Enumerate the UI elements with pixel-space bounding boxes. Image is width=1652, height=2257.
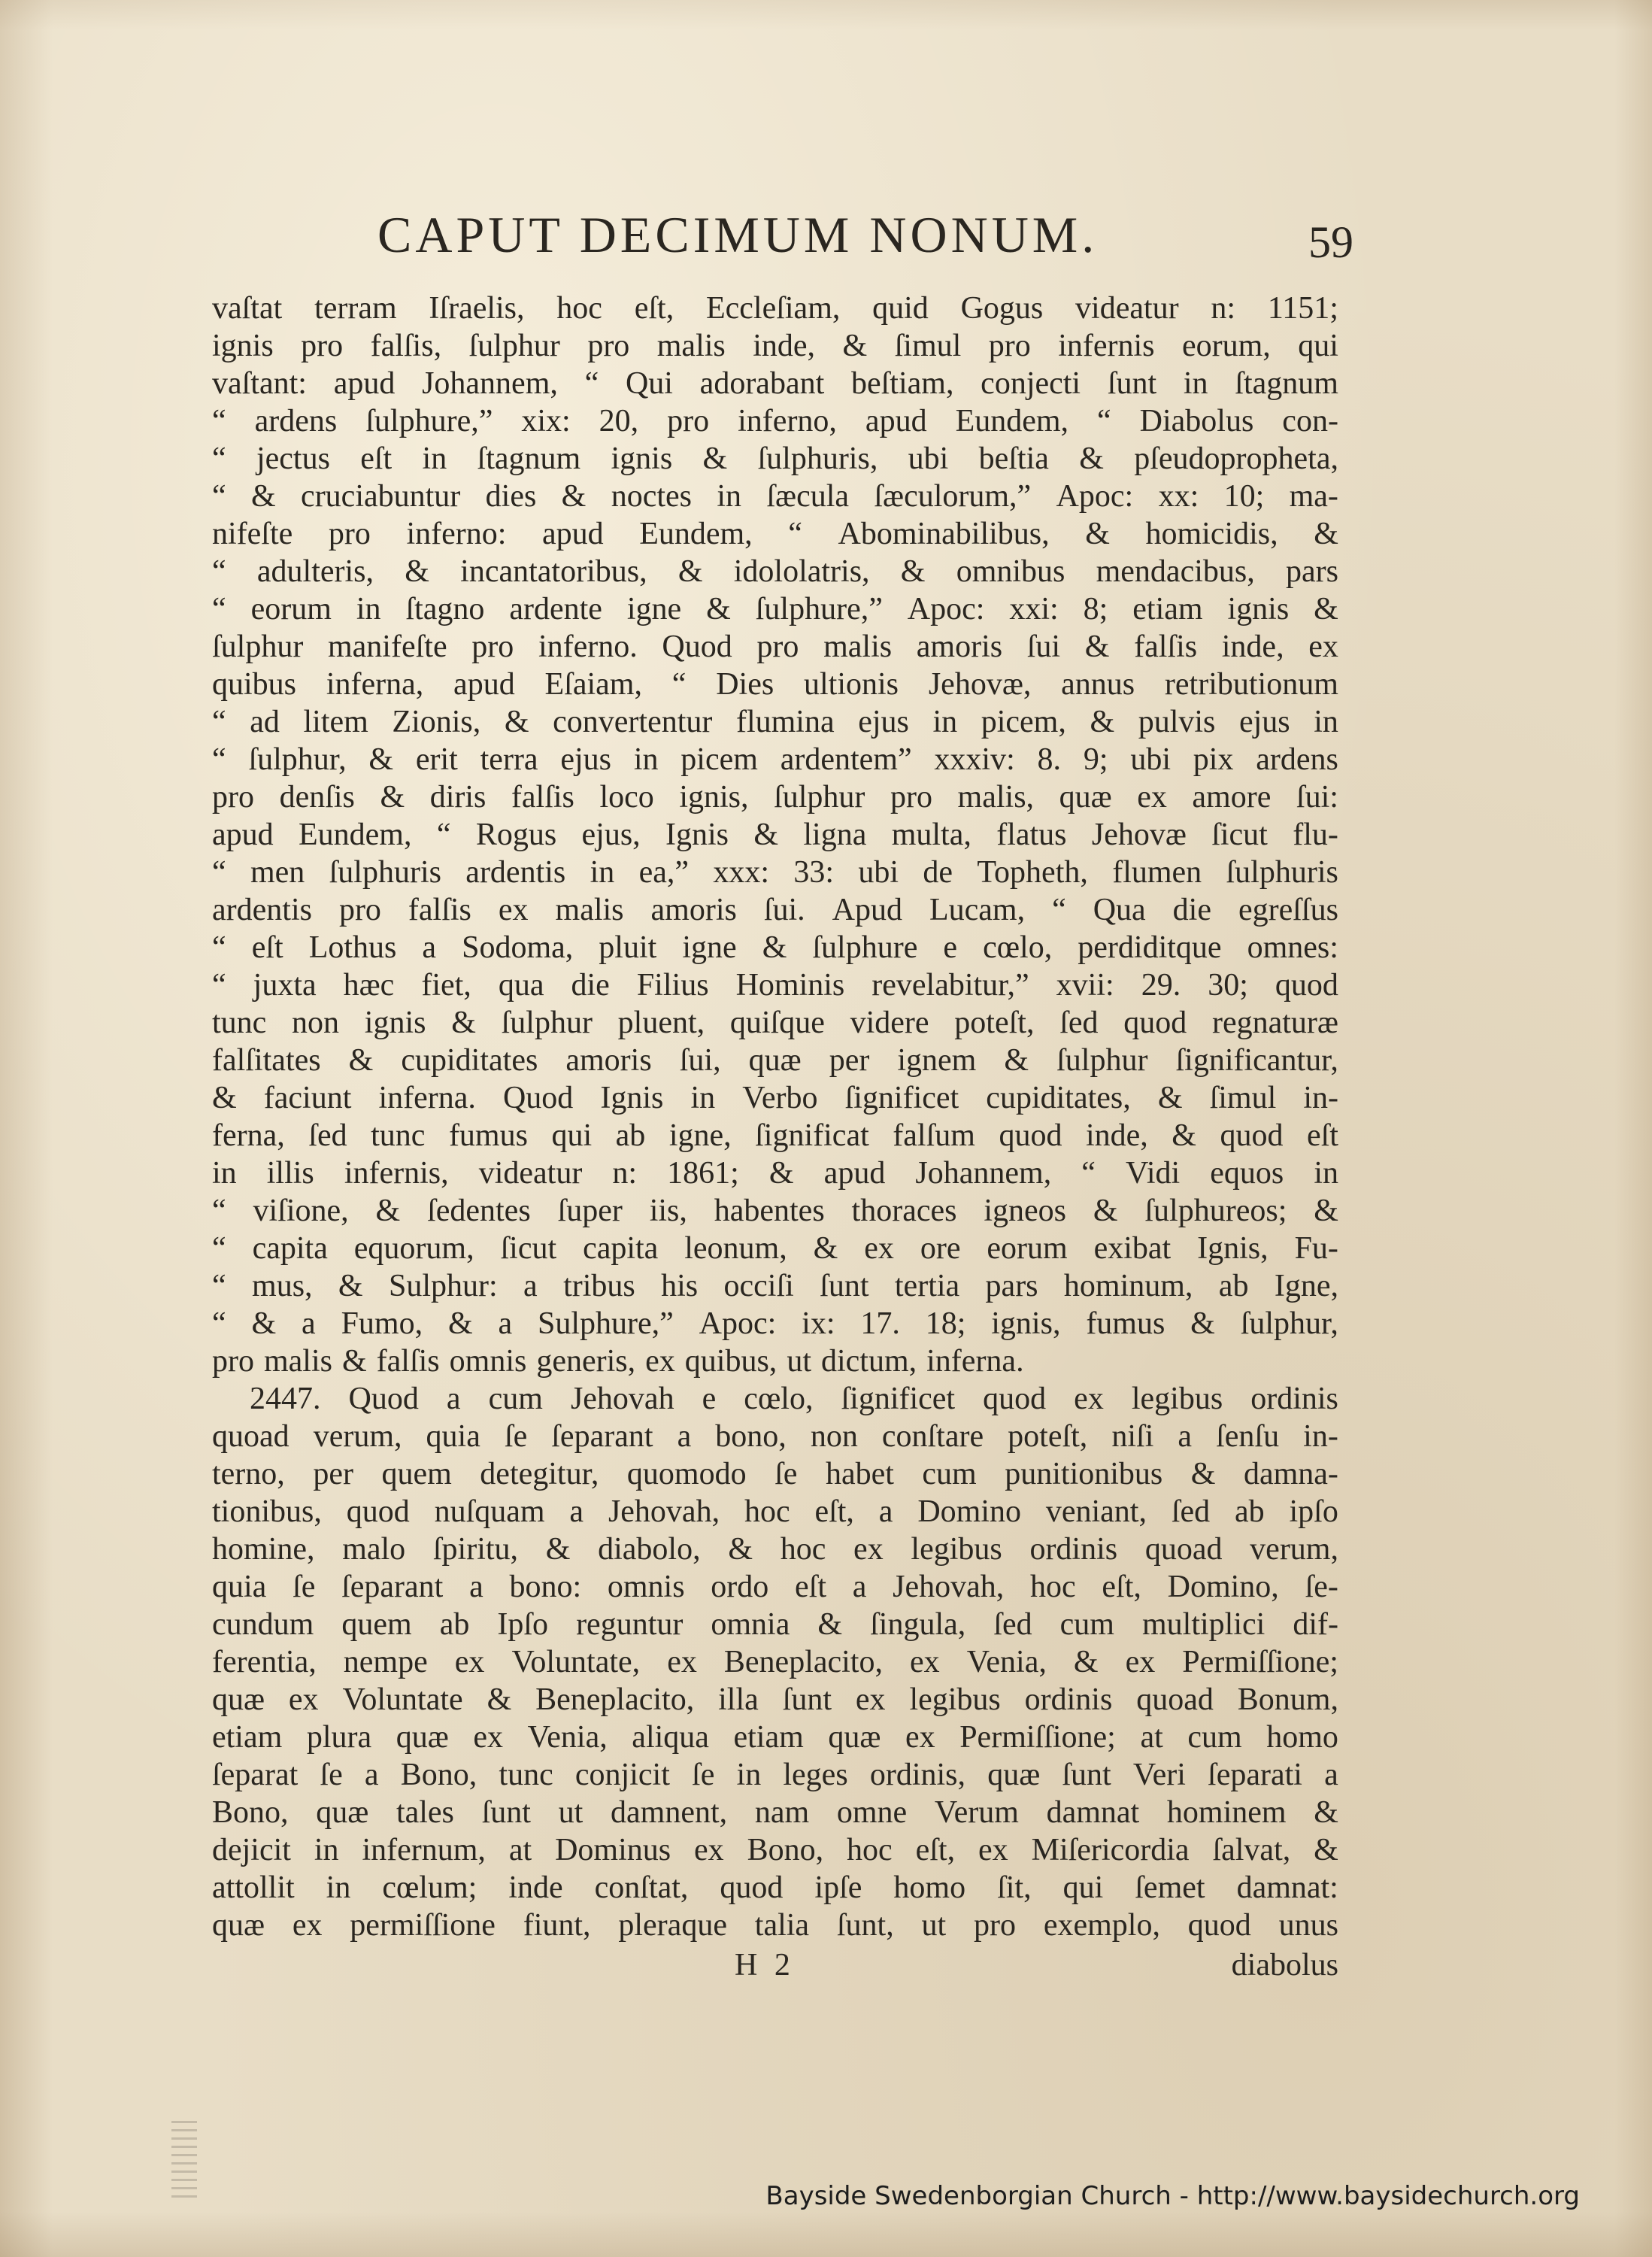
text-line: etiam plura quæ ex Venia, aliqua etiam quæ ex Permiſſione; at cum homo — [212, 1720, 1338, 1755]
text-line: pro malis & falſis omnis generis, ex quibus, ut dictum, inferna. — [212, 1344, 1024, 1379]
text-line: quæ ex permiſſione fiunt, pleraque talia ſunt, ut pro exemplo, quod unus — [212, 1908, 1338, 1943]
text-line: “ juxta hæc fiet, qua die Filius Hominis revelabitur,” xvii: 29. 30; quod — [212, 968, 1338, 1003]
margin-mark — [171, 2121, 197, 2204]
text-line: vaſtat terram Iſraelis, hoc eſt, Eccleſiam, quid Gogus videatur n: 1151; — [212, 291, 1338, 326]
text-line: terno, per quem detegitur, quomodo ſe habet cum punitionibus & damna- — [212, 1457, 1338, 1491]
text-line: “ eſt Lothus a Sodoma, pluit igne & ſulphure e cœlo, perdiditque omnes: — [212, 930, 1338, 965]
text-line: “ viſione, & ſedentes ſuper iis, habentes thoraces igneos & ſulphureos; & — [212, 1194, 1338, 1228]
text-line: ſeparat ſe a Bono, tunc conjicit ſe in leges ordinis, quæ ſunt Veri ſeparati a — [212, 1758, 1338, 1792]
page-footer — [212, 1946, 1338, 1984]
text-line: “ ardens ſulphure,” xix: 20, pro inferno, apud Eundem, “ Diabolus con- — [212, 404, 1338, 438]
text-line: “ jectus eſt in ſtagnum ignis & ſulphuris, ubi beſtia & pſeudopropheta, — [212, 441, 1338, 476]
text-line: ferentia, nempe ex Voluntate, ex Beneplacito, ex Venia, & ex Permiſſione; — [212, 1645, 1338, 1679]
text-line: quæ ex Voluntate & Beneplacito, illa ſunt ex legibus ordinis quoad Bonum, — [212, 1682, 1338, 1717]
text-line: “ adulteris, & incantatoribus, & idololatris, & omnibus mendacibus, pars — [212, 554, 1338, 589]
text-line: “ men ſulphuris ardentis in ea,” xxx: 33: ubi de Topheth, flumen ſulphuris — [212, 855, 1338, 890]
text-line: apud Eundem, “ Rogus ejus, Ignis & ligna multa, flatus Jehovæ ſicut flu- — [212, 818, 1338, 852]
text-line: pro denſis & diris falſis loco ignis, ſulphur pro malis, quæ ex amore ſui: — [212, 780, 1338, 815]
text-line: Bono, quæ tales ſunt ut damnent, nam omne Verum damnat hominem & — [212, 1795, 1338, 1830]
text-line: “ capita equorum, ſicut capita leonum, & ex ore eorum exibat Ignis, Fu- — [212, 1231, 1338, 1266]
running-head: CAPUT DECIMUM NONUM. — [377, 206, 1099, 263]
body-text — [212, 290, 1338, 1970]
watermark-text: Bayside Swedenborgian Church - http://www.baysidechurch.org — [765, 2181, 1580, 2211]
text-line: ardentis pro falſis ex malis amoris ſui. Apud Lucam, “ Qua die egreſſus — [212, 893, 1338, 927]
text-line: tunc non ignis & ſulphur pluent, quiſque videre poteſt, ſed quod regnaturæ — [212, 1006, 1338, 1040]
text-line: “ ad litem Zionis, & convertentur flumina ejus in picem, & pulvis ejus in — [212, 705, 1338, 739]
text-line: falſitates & cupiditates amoris ſui, quæ per ignem & ſulphur ſignificantur, — [212, 1043, 1338, 1078]
signature-mark: H 2 — [735, 1948, 795, 1982]
text-line: nifeſte pro inferno: apud Eundem, “ Abominabilibus, & homicidis, & — [212, 517, 1338, 551]
catchword: diabolus — [1231, 1948, 1338, 1982]
text-line: attollit in cœlum; inde conſtat, quod ipſe homo ſit, qui ſemet damnat: — [212, 1870, 1338, 1905]
text-line: “ & a Fumo, & a Sulphure,” Apoc: ix: 17. 18; ignis, fumus & ſulphur, — [212, 1306, 1338, 1341]
text-line: homine, malo ſpiritu, & diabolo, & hoc ex legibus ordinis quoad verum, — [212, 1532, 1338, 1567]
text-line: “ ſulphur, & erit terra ejus in picem ardentem” xxxiv: 8. 9; ubi pix ardens — [212, 742, 1338, 777]
text-line: 2447. Quod a cum Jehovah e cœlo, ſignificet quod ex legibus ordinis — [250, 1382, 1338, 1416]
page-header — [211, 205, 1353, 265]
text-line: ferna, ſed tunc fumus qui ab igne, ſignificat falſum quod inde, & quod eſt — [212, 1118, 1338, 1153]
text-line: vaſtant: apud Johannem, “ Qui adorabant beſtiam, conjecti ſunt in ſtagnum — [212, 366, 1338, 401]
text-line: quibus inferna, apud Eſaiam, “ Dies ultionis Jehovæ, annus retributionum — [212, 667, 1338, 702]
text-line: quia ſe ſeparant a bono: omnis ordo eſt a Jehovah, hoc eſt, Domino, ſe- — [212, 1570, 1338, 1604]
text-line: cundum quem ab Ipſo reguntur omnia & ſingula, ſed cum multiplici dif- — [212, 1607, 1338, 1642]
text-line: dejicit in infernum, at Dominus ex Bono, hoc eſt, ex Miſericordia ſalvat, & — [212, 1833, 1338, 1867]
text-line: & faciunt inferna. Quod Ignis in Verbo ſignificet cupiditates, & ſimul in- — [212, 1081, 1338, 1115]
text-line: tionibus, quod nuſquam a Jehovah, hoc eſt, a Domino veniant, ſed ab ipſo — [212, 1494, 1338, 1529]
text-line: ignis pro falſis, ſulphur pro malis inde, & ſimul pro infernis eorum, qui — [212, 329, 1338, 363]
text-line: in illis infernis, videatur n: 1861; & apud Johannem, “ Vidi equos in — [212, 1156, 1338, 1191]
text-line: ſulphur manifeſte pro inferno. Quod pro malis amoris ſui & falſis inde, ex — [212, 629, 1338, 664]
text-line: “ mus, & Sulphur: a tribus his occiſi ſunt tertia pars hominum, ab Igne, — [212, 1269, 1338, 1303]
text-line: quoad verum, quia ſe ſeparant a bono, non conſtare poteſt, niſi a ſenſu in- — [212, 1419, 1338, 1454]
page-number: 59 — [1308, 217, 1353, 267]
text-line: “ & cruciabuntur dies & noctes in ſæcula ſæculorum,” Apoc: xx: 10; ma- — [212, 479, 1338, 514]
text-line: “ eorum in ſtagno ardente igne & ſulphure,” Apoc: xxi: 8; etiam ignis & — [212, 592, 1338, 626]
